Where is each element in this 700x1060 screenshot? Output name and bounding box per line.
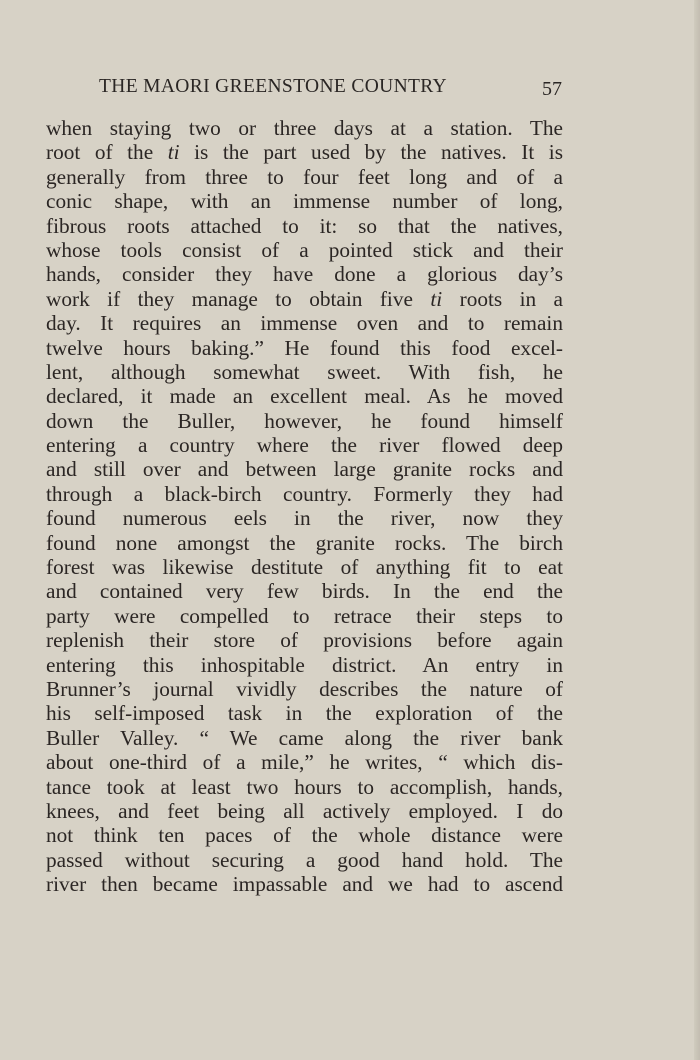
text-line: found numerous eels in the river, now they bbox=[46, 506, 563, 531]
text-line: river then became impassable and we had to ascend bbox=[46, 872, 563, 897]
text-line: Brunner’s journal vividly describes the nature of bbox=[46, 676, 563, 701]
text-line: root of the ti is the part used by the natives. It is bbox=[46, 140, 563, 165]
text-line: conic shape, with an immense number of long, bbox=[46, 189, 563, 214]
text-line: and still over and between large granite rocks and bbox=[46, 457, 563, 482]
text-line: when staying two or three days at a station. The bbox=[46, 116, 563, 140]
text-line: entering a country where the river flowed deep bbox=[46, 433, 563, 458]
text-line: passed without securing a good hand hold. The bbox=[46, 847, 563, 872]
text-line: Buller Valley. “ We came along the river bank bbox=[46, 725, 563, 750]
text-line: his self-imposed task in the exploration of the bbox=[46, 701, 563, 726]
text-line: party were compelled to retrace their steps to bbox=[46, 603, 563, 628]
text-line: and contained very few birds. In the end the bbox=[46, 579, 563, 604]
text-line: generally from three to four feet long and of a bbox=[46, 164, 563, 189]
text-line: lent, although somewhat sweet. With fish, he bbox=[46, 359, 563, 384]
text-line: work if they manage to obtain five ti roots in a bbox=[46, 286, 564, 311]
text-line: found none amongst the granite rocks. The birch bbox=[46, 530, 563, 555]
text-line: entering this inhospitable district. An entry in bbox=[46, 652, 563, 677]
italic-word: ti bbox=[430, 286, 443, 311]
body-text bbox=[46, 116, 563, 897]
page-number: 57 bbox=[542, 78, 562, 100]
text-line: through a black-birch country. Formerly they had bbox=[46, 481, 563, 506]
text-line: forest was likewise destitute of anything fit to eat bbox=[46, 555, 563, 580]
text-line: declared, it made an excellent meal. As he moved bbox=[46, 384, 563, 409]
running-head-title: THE MAORI GREENSTONE COUNTRY bbox=[99, 76, 447, 97]
text-line: down the Buller, however, he found himself bbox=[46, 408, 563, 433]
text-line: not think ten paces of the whole distance were bbox=[46, 823, 563, 848]
text-line: replenish their store of provisions before again bbox=[46, 628, 563, 653]
text-line: fibrous roots attached to it: so that the natives, bbox=[46, 213, 563, 238]
text-line: about one-third of a mile,” he writes, “ which dis- bbox=[46, 750, 563, 775]
text-line: tance took at least two hours to accomplish, hands, bbox=[46, 774, 563, 799]
text-line: knees, and feet being all actively employed. I do bbox=[46, 798, 563, 823]
running-head bbox=[99, 76, 562, 102]
text-line: whose tools consist of a pointed stick and their bbox=[46, 237, 563, 262]
italic-word: ti bbox=[167, 140, 180, 165]
page-edge-shadow bbox=[694, 0, 700, 1060]
text-line: hands, consider they have done a glorious day’s bbox=[46, 262, 563, 287]
text-line: day. It requires an immense oven and to remain bbox=[46, 311, 563, 336]
text-line: twelve hours baking.” He found this food excel- bbox=[46, 335, 563, 360]
